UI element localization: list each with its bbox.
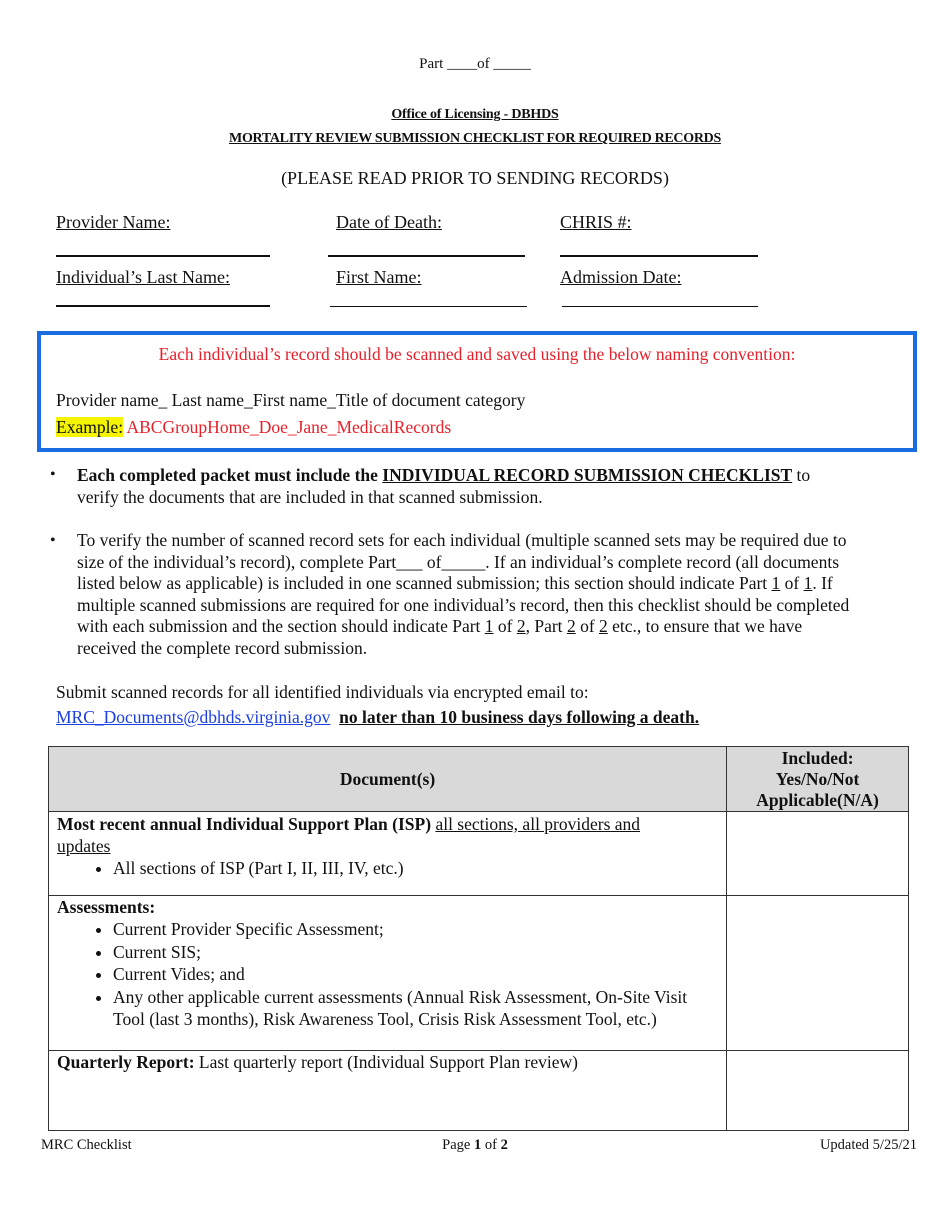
- submit-instruction: Submit scanned records for all identified individuals via encrypted email to:: [56, 682, 589, 702]
- bullet-2-text: To verify the number of scanned record sets for each individual (multiple scanned sets may be required due to size of the individual’s record), complete Part___ of_____. If an individual’s complete record (all documents listed below as applicable) is included in one scanned submission; this section should indicate Part 1 of 1. If multiple scanned submissions are required for one individual’s record, then this checklist should be completed with each submission and the section should indicate Part 1 of 2, Part 2 of 2 etc., to ensure that we have received the complete record submission.: [77, 530, 850, 658]
- list-item: • Current Vides; and: [113, 963, 718, 986]
- footer-form-name: MRC Checklist: [41, 1137, 132, 1153]
- included-column-header: Included: Yes/No/Not Applicable(N/A): [727, 747, 909, 812]
- submit-email-line: [56, 707, 916, 729]
- submit-deadline: no later than 10 business days following a death.: [339, 707, 700, 727]
- last-name-field[interactable]: [56, 305, 270, 307]
- table-row: [49, 1051, 909, 1131]
- assessments-document-cell: Assessments: • Current Provider Specific Assessment; • Current SIS; • Current Vides; and • Any other applicable current assessments (Annual Risk Assessment, On-Site Visit Tool (last 3 months), Risk Awareness Tool, Crisis Risk Assessment Tool, etc.): [49, 896, 727, 1051]
- documents-column-header: Document(s): [49, 747, 727, 812]
- list-item: • Current Provider Specific Assessment;: [113, 918, 718, 941]
- date-of-death-label: Date of Death:: [336, 212, 442, 232]
- bullet-1-dot: •: [50, 466, 56, 483]
- chris-field[interactable]: [560, 255, 758, 257]
- first-name-label: First Name:: [336, 267, 422, 287]
- chris-label: CHRIS #:: [560, 212, 632, 232]
- table-row: [49, 896, 909, 1051]
- documents-table: [48, 746, 909, 1131]
- quarterly-document-cell: Quarterly Report: Last quarterly report (Individual Support Plan review): [49, 1051, 727, 1131]
- submit-email-link[interactable]: MRC_Documents@dbhds.virginia.gov: [56, 707, 331, 727]
- bullet-2-dot: •: [50, 532, 56, 549]
- last-name-label: Individual’s Last Name:: [56, 267, 230, 287]
- naming-convention-box: [37, 331, 917, 452]
- naming-convention-format: Provider name_ Last name_First name_Title of document category: [56, 390, 526, 410]
- part-of-line: Part ____of _____: [419, 56, 531, 72]
- read-instruction: (PLEASE READ PRIOR TO SENDING RECORDS): [281, 168, 669, 188]
- table-header-row: [49, 747, 909, 812]
- checklist-title: MORTALITY REVIEW SUBMISSION CHECKLIST FOR REQUIRED RECORDS: [229, 131, 721, 146]
- quarterly-included-cell[interactable]: [727, 1051, 909, 1131]
- individual-checklist-reference: INDIVIDUAL RECORD SUBMISSION CHECKLIST: [382, 465, 793, 485]
- list-item: • Any other applicable current assessments (Annual Risk Assessment, On-Site Visit Tool (last 3 months), Risk Awareness Tool, Crisis Risk Assessment Tool, etc.): [113, 986, 718, 1031]
- assessments-included-cell[interactable]: [727, 896, 909, 1051]
- admission-date-label: Admission Date:: [560, 267, 682, 287]
- date-of-death-field[interactable]: [328, 255, 525, 257]
- first-name-field[interactable]: [330, 306, 527, 307]
- isp-included-cell[interactable]: [727, 812, 909, 896]
- table-row: [49, 812, 909, 896]
- example-value: ABCGroupHome_Doe_Jane_MedicalRecords: [126, 417, 452, 437]
- footer-updated-date: Updated 5/25/21: [819, 1137, 917, 1153]
- bullet-1-text: Each completed packet must include the INDIVIDUAL RECORD SUBMISSION CHECKLIST to verify the documents that are included in that scanned submission.: [77, 465, 811, 507]
- isp-document-cell: Most recent annual Individual Support Plan (ISP) all sections, all providers and updates • All sections of ISP (Part I, II, III, IV, etc.): [49, 812, 727, 896]
- admission-date-field[interactable]: [562, 306, 758, 307]
- provider-name-field[interactable]: [56, 255, 270, 257]
- list-item: • Current SIS;: [113, 941, 718, 964]
- footer-page-number: Page 1 of 2: [442, 1137, 508, 1153]
- list-item: • All sections of ISP (Part I, II, III, IV, etc.): [113, 857, 718, 880]
- naming-example: [56, 417, 451, 438]
- provider-name-label: Provider Name:: [56, 212, 171, 232]
- naming-convention-heading: Each individual’s record should be scanned and saved using the below naming convention:: [158, 344, 796, 364]
- example-label: Example:: [56, 417, 124, 437]
- office-title: Office of Licensing - DBHDS: [391, 107, 559, 122]
